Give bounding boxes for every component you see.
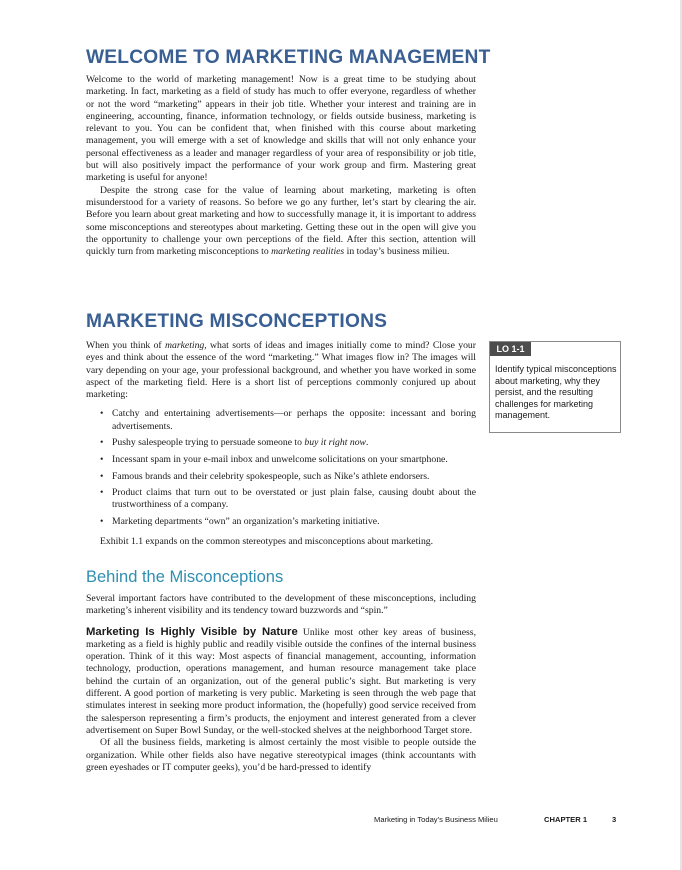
behind-misconceptions-section xyxy=(86,567,476,587)
learning-objective-text: Identify typical misconceptions about marketing, why they persist, and the resulting challenges for marketing management. xyxy=(495,364,617,421)
misconceptions-section xyxy=(86,311,476,333)
list-item-end: . xyxy=(366,437,369,449)
visible-by-nature-paragraph xyxy=(86,626,476,738)
behind-misconceptions-body xyxy=(86,593,476,774)
list-item: • Catchy and entertaining advertisements—or perhaps the opposite: incessant and boring advertisements. xyxy=(100,408,476,433)
subsection-heading-behind: Behind the Misconceptions xyxy=(86,568,284,586)
exhibit-note: Exhibit 1.1 expands on the common stereotypes and misconceptions about marketing. xyxy=(100,536,434,548)
list-item: • Marketing departments “own” an organization’s marketing initiative. xyxy=(100,516,476,528)
runin-heading-visible: Marketing Is Highly Visible by Nature xyxy=(86,625,298,638)
list-item: • Incessant spam in your e-mail inbox and unwelcome solicitations on your smartphone. xyxy=(100,454,476,466)
visible-by-nature-text: Unlike most other key areas of business, marketing as a field is highly public and readily visible outside the confines of the internal business operation. Think of it this way: Most aspects of financial management, accounting, information technology, production, operations management, and human resource management take place behind the curtain of an organization, out of the general public’s sight. But marketing is very different. A good portion of marketing is very public. Marketing is seen through the web page that stimulates interest in seeking more product information, the (hopefully) good service received from the salesperson representing a firm’s products, the enjoyment and interest generated from a clever advertisement on Super Bowl Sunday, or the well-stocked shelves at the neighborhood Target store. xyxy=(86,626,476,736)
list-item: • Famous brands and their celebrity spokespeople, such as Nike’s athlete endorsers. xyxy=(100,471,476,483)
welcome-paragraph-1: Welcome to the world of marketing management! Now is a great time to be studying about marketing. In fact, marketing as a field of study has much to offer everyone, regardless of whether or not the word “marketing” appears in their job title. Whether your interest and training are in engineering, accounting, finance, information technology, or fields outside business, marketing is relevant to you. You can be confident that, when finished with this course about marketing management, you will emerge with a set of knowledge and skills that will not only enhance your personal effectiveness as a leader and manager regardless of your area of responsibility or job title, but will also positively impact the performance of your work group and firm. Mastering great marketing is useful for anyone! xyxy=(86,74,476,184)
section-heading-welcome: WELCOME TO MARKETING MANAGEMENT xyxy=(86,47,491,68)
list-item-text: Pushy salespeople trying to persuade someone to xyxy=(112,437,305,449)
welcome-section xyxy=(86,47,491,69)
perceptions-list xyxy=(86,408,476,528)
footer-chapter: CHAPTER 1 xyxy=(544,815,588,824)
list-item: • Product claims that turn out to be overstated or just plain false, causing doubt about the trustworthiness of a company. xyxy=(100,487,476,512)
welcome-paragraph-2 xyxy=(86,185,476,259)
welcome-body xyxy=(86,74,476,258)
misconceptions-body xyxy=(86,340,476,549)
list-item xyxy=(100,437,476,449)
welcome-paragraph-2-end: in today’s business milieu. xyxy=(344,246,450,258)
behind-paragraph-1: Several important factors have contributed to the development of these misconceptions, including marketing’s inherent visibility and its tendency toward buzzwords and “spin.” xyxy=(86,593,476,617)
marketing-realities-italic: marketing realities xyxy=(271,246,345,258)
footer-page-number: 3 xyxy=(612,815,617,824)
marketing-italic: marketing, xyxy=(165,340,207,351)
intro-text-rest: what sorts of ideas and images initially come to mind? Close your eyes and think about the essence of the word “marketing.” What images flow in? The images will vary depending on your age, your professional background, and whether you have worked in some aspect of the marketing field. Here is a short list of perceptions commonly conjured up about marketing: xyxy=(86,340,476,401)
intro-text-start: When you think of xyxy=(86,340,165,351)
welcome-paragraph-2-text: Despite the strong case for the value of learning about marketing, marketing is often misunderstood for a variety of reasons. So before we go any further, let’s start by clearing the air. Before you learn about great marketing and how to successfully manage it, it is important to address some misconceptions and stereotypes about marketing. Getting these out in the open will give you the opportunity to challenge your own perceptions of the field. After this section, attention will quickly turn from marketing misconceptions to xyxy=(86,184,476,258)
section-heading-misconceptions: MARKETING MISCONCEPTIONS xyxy=(86,311,388,332)
buy-it-right-now-italic: buy it right now xyxy=(304,437,367,449)
behind-paragraph-3: Of all the business fields, marketing is almost certainly the most visible to people outside the organization. While other fields also have negative stereotypical images (think accountants with green eyeshades or IT computer geeks), you’d be hard-pressed to identify xyxy=(86,737,476,773)
footer-running-title: Marketing in Today’s Business Milieu xyxy=(374,815,498,824)
misconceptions-intro xyxy=(86,340,476,401)
learning-objective-tag: LO 1-1 xyxy=(490,342,531,356)
